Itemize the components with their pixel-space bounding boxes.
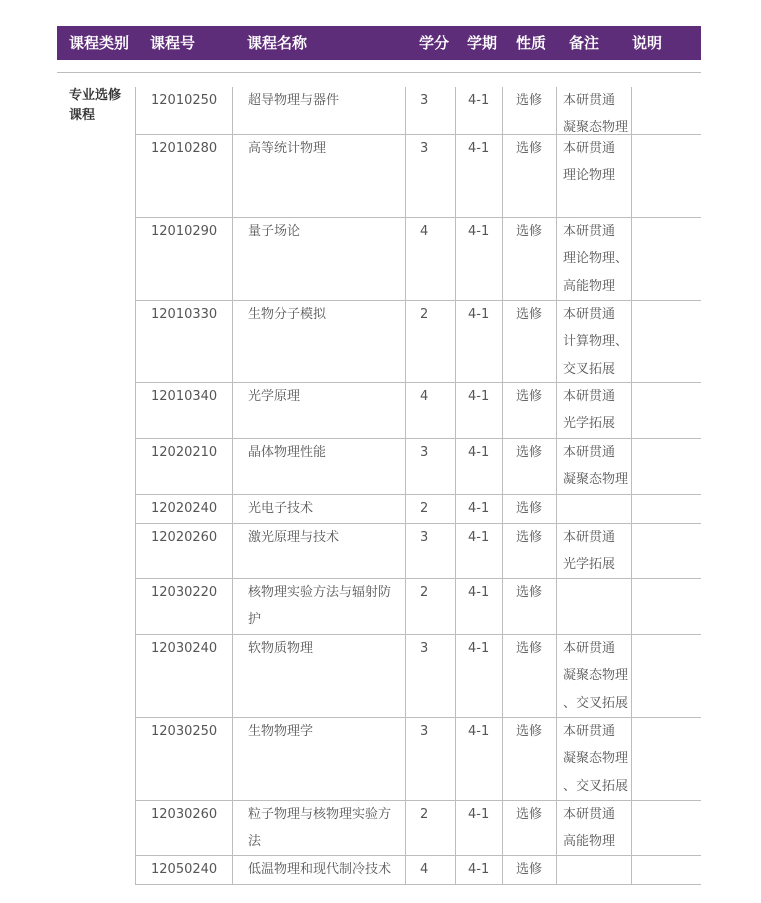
note-line: 交叉拓展 bbox=[563, 361, 616, 377]
course-code: 12010250 bbox=[135, 87, 232, 134]
course-type: 选修 bbox=[502, 579, 556, 634]
header-name: 课程名称 bbox=[247, 34, 308, 52]
course-type: 选修 bbox=[502, 439, 556, 494]
course-term: 4-1 bbox=[455, 856, 502, 884]
course-type: 选修 bbox=[502, 801, 556, 855]
course-name: 超导物理与器件 bbox=[232, 87, 405, 134]
course-term: 4-1 bbox=[455, 801, 502, 855]
course-name: 粒子物理与核物理实验方法 bbox=[232, 801, 405, 855]
course-term: 4-1 bbox=[455, 524, 502, 578]
note-line: 凝聚态物理 bbox=[563, 472, 629, 488]
course-term: 4-1 bbox=[455, 383, 502, 438]
course-desc bbox=[631, 439, 701, 494]
table-row bbox=[135, 87, 701, 135]
course-credit: 2 bbox=[405, 801, 455, 855]
note-line: 凝聚态物理 bbox=[563, 120, 629, 136]
course-term: 4-1 bbox=[455, 439, 502, 494]
course-credit: 4 bbox=[405, 856, 455, 884]
table-row bbox=[135, 439, 701, 495]
course-table-body bbox=[135, 87, 701, 885]
header-credit: 学分 bbox=[419, 34, 450, 52]
course-code: 12030240 bbox=[135, 635, 232, 717]
course-term: 4-1 bbox=[455, 495, 502, 523]
note-line: 理论物理 bbox=[563, 168, 616, 184]
course-desc bbox=[631, 579, 701, 634]
course-name: 晶体物理性能 bbox=[232, 439, 405, 494]
note-line: 本研贯通 bbox=[563, 93, 616, 108]
course-type: 选修 bbox=[502, 218, 556, 300]
course-credit: 3 bbox=[405, 135, 455, 217]
course-type: 选修 bbox=[502, 87, 556, 134]
course-name: 核物理实验方法与辐射防护 bbox=[232, 579, 405, 634]
course-credit: 2 bbox=[405, 579, 455, 634]
course-code: 12020260 bbox=[135, 524, 232, 578]
note-line: 本研贯通 bbox=[563, 641, 616, 656]
course-code: 12030260 bbox=[135, 801, 232, 855]
table-row bbox=[135, 579, 701, 635]
course-credit: 3 bbox=[405, 87, 455, 134]
table-row bbox=[135, 383, 701, 439]
note-line: 凝聚态物理 bbox=[563, 668, 629, 684]
course-note bbox=[556, 135, 631, 217]
course-term: 4-1 bbox=[455, 579, 502, 634]
table-header bbox=[57, 26, 701, 60]
course-term: 4-1 bbox=[455, 87, 502, 134]
note-line: 、交叉拓展 bbox=[563, 778, 629, 794]
course-name: 光电子技术 bbox=[232, 495, 405, 523]
course-code: 12050240 bbox=[135, 856, 232, 884]
course-credit: 3 bbox=[405, 635, 455, 717]
course-note bbox=[556, 856, 631, 884]
course-note bbox=[556, 383, 631, 438]
course-desc bbox=[631, 301, 701, 382]
note-line: 本研贯通 bbox=[563, 530, 616, 545]
course-term: 4-1 bbox=[455, 301, 502, 382]
course-desc bbox=[631, 218, 701, 300]
course-code: 12030220 bbox=[135, 579, 232, 634]
table-row bbox=[135, 524, 701, 579]
course-name: 高等统计物理 bbox=[232, 135, 405, 217]
course-type: 选修 bbox=[502, 524, 556, 578]
note-line: 本研贯通 bbox=[563, 141, 616, 156]
header-code: 课程号 bbox=[150, 34, 196, 52]
note-line: 光学拓展 bbox=[563, 557, 616, 573]
course-credit: 3 bbox=[405, 718, 455, 800]
note-line: 凝聚态物理 bbox=[563, 751, 629, 767]
course-name: 低温物理和现代制冷技术 bbox=[232, 856, 405, 884]
table-row bbox=[135, 135, 701, 218]
course-name: 生物分子模拟 bbox=[232, 301, 405, 382]
note-line: 光学拓展 bbox=[563, 416, 616, 432]
course-credit: 4 bbox=[405, 383, 455, 438]
course-credit: 3 bbox=[405, 524, 455, 578]
note-line: 、交叉拓展 bbox=[563, 695, 629, 711]
course-code: 12020210 bbox=[135, 439, 232, 494]
course-desc bbox=[631, 524, 701, 578]
header-note: 备注 bbox=[569, 34, 600, 52]
header-category: 课程类别 bbox=[69, 34, 130, 52]
course-desc bbox=[631, 801, 701, 855]
header-desc: 说明 bbox=[632, 34, 663, 52]
course-type: 选修 bbox=[502, 718, 556, 800]
course-desc bbox=[631, 718, 701, 800]
course-note bbox=[556, 301, 631, 382]
course-name: 激光原理与技术 bbox=[232, 524, 405, 578]
note-line: 高能物理 bbox=[563, 834, 616, 850]
course-desc bbox=[631, 87, 701, 134]
course-note bbox=[556, 524, 631, 578]
course-credit: 4 bbox=[405, 218, 455, 300]
course-desc bbox=[631, 383, 701, 438]
course-name: 生物物理学 bbox=[232, 718, 405, 800]
note-line: 本研贯通 bbox=[563, 724, 616, 739]
table-row bbox=[135, 856, 701, 885]
course-note bbox=[556, 218, 631, 300]
table-row bbox=[135, 718, 701, 801]
course-note bbox=[556, 801, 631, 855]
course-term: 4-1 bbox=[455, 218, 502, 300]
course-code: 12020240 bbox=[135, 495, 232, 523]
table-row bbox=[135, 801, 701, 856]
note-line: 高能物理 bbox=[563, 278, 616, 294]
course-code: 12010290 bbox=[135, 218, 232, 300]
header-type: 性质 bbox=[516, 34, 547, 52]
top-divider bbox=[57, 72, 701, 73]
course-type: 选修 bbox=[502, 383, 556, 438]
course-desc bbox=[631, 495, 701, 523]
course-name: 量子场论 bbox=[232, 218, 405, 300]
course-code: 12010280 bbox=[135, 135, 232, 217]
note-line: 本研贯通 bbox=[563, 807, 616, 822]
course-desc bbox=[631, 856, 701, 884]
course-desc bbox=[631, 635, 701, 717]
table-row bbox=[135, 301, 701, 383]
table-row bbox=[135, 218, 701, 301]
course-credit: 2 bbox=[405, 495, 455, 523]
note-line: 计算物理、 bbox=[563, 334, 629, 350]
course-code: 12030250 bbox=[135, 718, 232, 800]
note-line: 本研贯通 bbox=[563, 307, 616, 322]
table-row bbox=[135, 495, 701, 524]
course-code: 12010340 bbox=[135, 383, 232, 438]
course-term: 4-1 bbox=[455, 635, 502, 717]
course-code: 12010330 bbox=[135, 301, 232, 382]
course-note bbox=[556, 495, 631, 523]
header-term: 学期 bbox=[467, 34, 498, 52]
note-line: 本研贯通 bbox=[563, 445, 616, 460]
category-label: 专业选修课程 bbox=[69, 88, 122, 123]
course-term: 4-1 bbox=[455, 718, 502, 800]
course-name: 软物质物理 bbox=[232, 635, 405, 717]
note-line: 本研贯通 bbox=[563, 224, 616, 239]
course-desc bbox=[631, 135, 701, 217]
course-name: 光学原理 bbox=[232, 383, 405, 438]
course-type: 选修 bbox=[502, 495, 556, 523]
note-line: 理论物理、 bbox=[563, 251, 629, 267]
note-line: 本研贯通 bbox=[563, 389, 616, 404]
course-note bbox=[556, 635, 631, 717]
course-note bbox=[556, 87, 631, 134]
course-credit: 2 bbox=[405, 301, 455, 382]
course-type: 选修 bbox=[502, 635, 556, 717]
table-row bbox=[135, 635, 701, 718]
course-note bbox=[556, 439, 631, 494]
course-credit: 3 bbox=[405, 439, 455, 494]
course-note bbox=[556, 579, 631, 634]
course-type: 选修 bbox=[502, 856, 556, 884]
course-note bbox=[556, 718, 631, 800]
course-type: 选修 bbox=[502, 135, 556, 217]
course-term: 4-1 bbox=[455, 135, 502, 217]
course-type: 选修 bbox=[502, 301, 556, 382]
